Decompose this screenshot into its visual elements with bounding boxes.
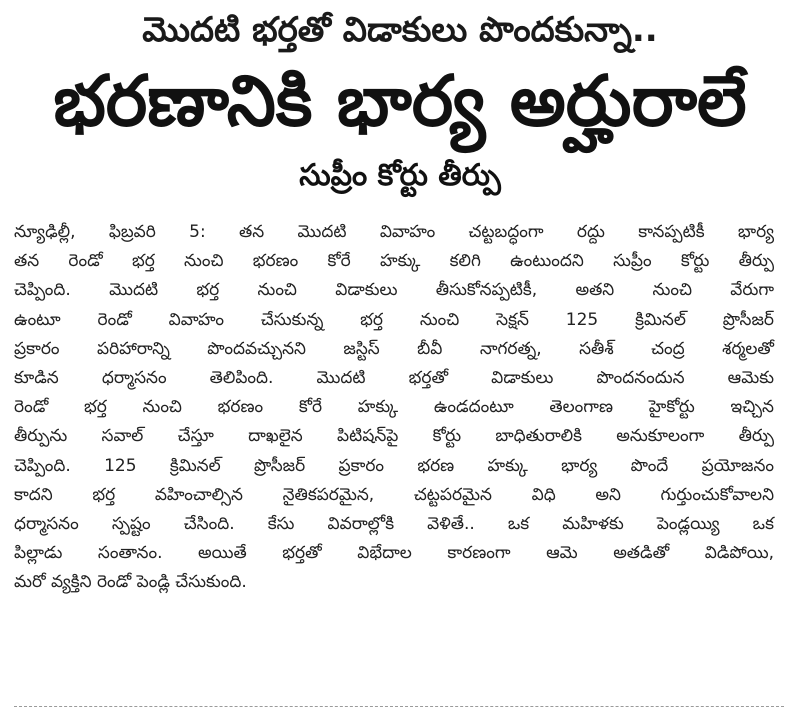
body-line: ధర్మాసనం స్పష్టం చేసింది. కేసు వివరాల్లోకి వెళితే.. ఒక మహిళకు పెండ్లయ్యి ఒక: [14, 514, 774, 535]
body-line: చెప్పింది. 125 క్రిమినల్ ప్రొసీజర్ ప్రకారం భరణ హక్కు భార్య పొందే ప్రయోజనం: [14, 455, 774, 476]
kicker-line: మొదటి భర్తతో విడాకులు పొందకున్నా..: [142, 10, 658, 50]
headline: భరణానికి భార్య అర్హురాలే: [53, 60, 747, 142]
subheadline: సుప్రీం కోర్టు తీర్పు: [299, 158, 501, 193]
body-line: పిల్లాడు సంతానం. అయితే భర్తతో విభేదాల కారణంగా ఆమె అతడితో విడిపోయి,: [14, 543, 774, 564]
body-line: కూడిన ధర్మాసనం తెలిపింది. మొదటి భర్తతో విడాకులు పొందనందున ఆమెకు: [14, 368, 774, 389]
body-line: తీర్పును సవాల్ చేస్తూ దాఖలైన పిటిషన్‌పై కోర్టు బాధితురాలికి అనుకూలంగా తీర్పు: [14, 426, 774, 447]
body-line: చెప్పింది. మొదటి భర్త నుంచి విడాకులు తీసుకోనప్పటికీ, అతని నుంచి వేరుగా: [14, 280, 774, 301]
body-line: ఉంటూ రెండో వివాహం చేసుకున్న భర్త నుంచి సెక్షన్ 125 క్రిమినల్ ప్రొసీజర్: [14, 309, 774, 330]
bottom-divider: [14, 706, 784, 707]
body-line: న్యూఢిల్లీ, ఫిబ్రవరి 5: తన మొదటి వివాహం చట్టబద్ధంగా రద్దు కానప్పటికీ భార్య: [14, 222, 774, 242]
body-line: మరో వ్యక్తిని రెండో పెండ్లి చేసుకుంది.: [14, 572, 247, 593]
body-line: ప్రకారం పరిహారాన్ని పొందవచ్చునని జస్టిస్ బీవీ నాగరత్న, సతీశ్ చంద్ర శర్మలతో: [14, 338, 774, 359]
body-line: రెండో భర్త నుంచి భరణం కోరే హక్కు ఉండదంటూ తెలంగాణ హైకోర్టు ఇచ్చిన: [14, 397, 774, 418]
article-body: [14, 218, 774, 598]
body-line: కాదని భర్త వహించాల్సిన నైతికపరమైన, చట్టపరమైన విధి అని గుర్తుంచుకోవాలని: [14, 484, 774, 505]
body-line: తన రెండో భర్త నుంచి భరణం కోరే హక్కు కలిగి ఉంటుందని సుప్రీం కోర్టు తీర్పు: [14, 251, 774, 272]
